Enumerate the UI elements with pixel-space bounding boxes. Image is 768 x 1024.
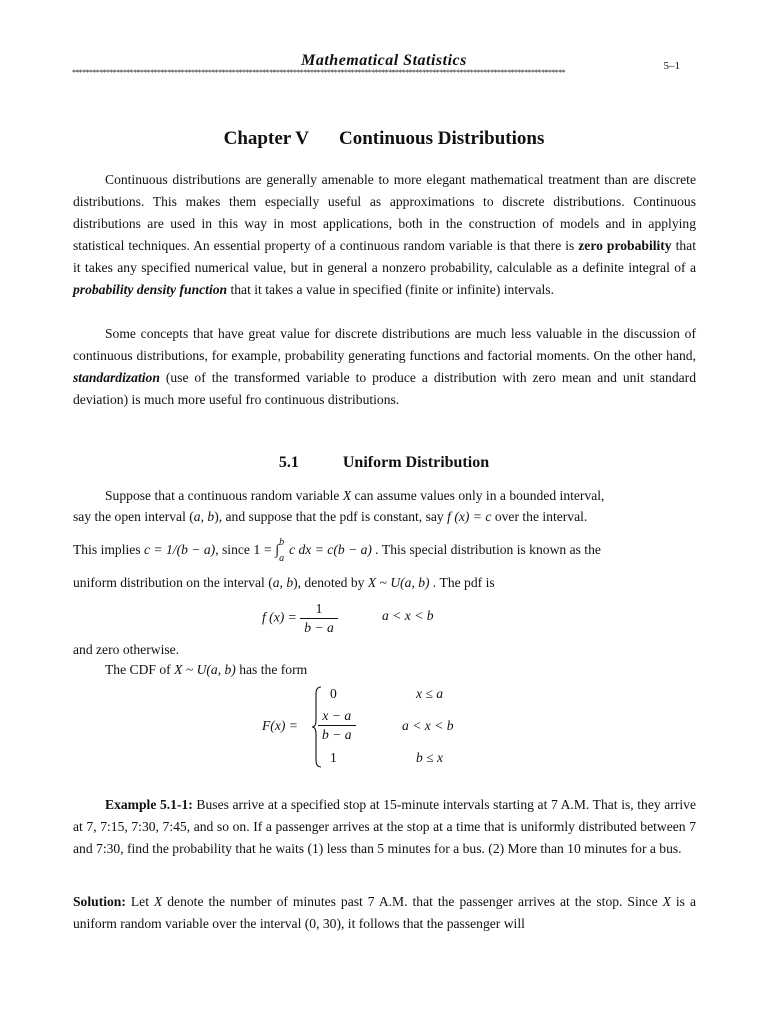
example-label: Example 5.1-1:	[105, 797, 193, 812]
pdf-fraction: $\frac{1}{b - a}$	[300, 600, 338, 637]
cdf-intro: The CDF of X ~ U(a, b) has the form	[105, 662, 308, 677]
pdf-equation: f (x) = $\frac{1}{b - a}$	[262, 600, 338, 637]
cdf-case-1-value: 0	[330, 686, 337, 701]
cdf-case-3-condition: b ≤ x	[416, 750, 444, 765]
pdf-condition: a < x < b	[382, 608, 434, 623]
distribution-notation: X ~ U(a, b) .	[367, 575, 437, 590]
c-formula: c = 1/(b − a)	[144, 542, 216, 557]
solution-label: Solution:	[73, 894, 126, 909]
uniform-line-4: uniform distribution on the interval (a, b), denoted by X ~ U(a, b) . The pdf is	[73, 575, 495, 590]
zero-probability-term: zero probability	[578, 238, 672, 253]
section-heading	[0, 454, 768, 472]
running-title: Mathematical Statistics	[301, 52, 467, 69]
section-number: 5.1	[278, 454, 299, 471]
uniform-line-2: say the open interval (a, b), and suppose that the pdf is constant, say f (x) = c over the interval.	[73, 509, 588, 524]
cdf-case-1-condition: x ≤ a	[416, 686, 444, 701]
example-paragraph: Example 5.1-1: Buses arrive at a specified stop at 15-minute intervals starting at 7 A.M. That is, they arrive at 7, 7:15, 7:30, 7:45, and so on. If a passenger arrives at the stop at a time that is uniformly distributed between 7 and 7:30, find the probability that he waits (1) less than 5 minutes for a bus. (2) More than 10 minutes for a bus.	[73, 797, 696, 856]
chapter-title: Continuous Distributions	[338, 128, 545, 149]
intro-paragraph-2: Some concepts that have great value for discrete distributions are much less valuable in the discussion of continuous distributions, for example, probability generating functions and factorial moments. On the other hand, standardization (use of the transformed variable to produce a distribution with zero mean and unit standard deviation) is much more useful fro continuous distributions.	[73, 326, 696, 407]
intro-paragraph-1: Continuous distributions are generally amenable to more elegant mathematical treatment than are discrete distributions. This makes them especially useful as approximations to discrete distributions. Continuous distributions are used in this way in most applications, both in the construction of models and in applying statistical techniques. An essential property of a continuous random variable is that there is zero probability that it takes any specified numerical value, but in general a nonzero probability, calculable as a definite integral of a probability density function that it takes a value in specified (finite or infinite) intervals.	[73, 172, 696, 297]
chapter-heading	[0, 128, 768, 150]
standardization-term: standardization	[73, 370, 160, 385]
cdf-case-3-value: 1	[330, 750, 337, 765]
zero-otherwise-text: and zero otherwise.	[73, 642, 180, 657]
cdf-case-2-value	[318, 707, 356, 744]
cdf-lhs: F(x) =	[262, 718, 298, 733]
page-number: 5–1	[663, 60, 680, 72]
chapter-label: Chapter V	[223, 128, 309, 149]
uniform-line-3: This implies c = 1/(b − a), since 1 = ∫$^b_a$c dx = c(b − a) . This special distribution is known as the	[73, 537, 601, 564]
cdf-case-2-condition: a < x < b	[402, 718, 454, 733]
pdf-term: probability density function	[73, 282, 228, 297]
section-title: Uniform Distribution	[342, 454, 490, 471]
pdf-constant-formula: f (x) = c	[447, 509, 492, 524]
cdf-fraction: $\frac{x - a}{b - a}$	[318, 707, 356, 744]
header-rule: *************************************************************************************************************************************************	[72, 68, 566, 77]
uniform-line-1: Suppose that a continuous random variable X can assume values only in a bounded interval,	[105, 488, 605, 503]
solution-paragraph: Solution: Let X denote the number of minutes past 7 A.M. that the passenger arrives at the stop. Since X is a uniform random variable over the interval (0, 30), it follows that the passenger will	[73, 894, 696, 931]
integral-formula: 1 = ∫$^b_a$c dx = c(b − a) .	[253, 537, 379, 564]
